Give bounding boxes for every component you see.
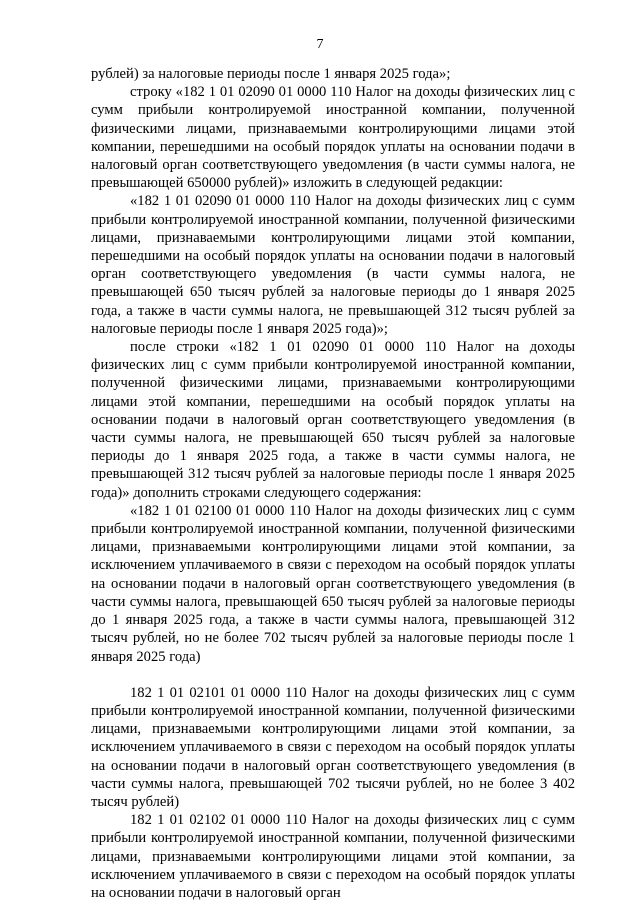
document-body [91,65,575,902]
paragraph-code-02102: 182 1 01 02102 01 0000 110 Налог на доходы физических лиц с сумм прибыли контролируемой иностранной компании, полученной физическими лицами, признаваемыми контролирующими лицами этой компании, за исключением уплачиваемого в связи с переходом на особый порядок уплаты на основании подачи в налоговый орган [91,812,575,901]
paragraph-code-02101: 182 1 01 02101 01 0000 110 Налог на доходы физических лиц с сумм прибыли контролируемой иностранной компании, полученной физическими лицами, признаваемыми контролирующими лицами этой компании, за исключением уплачиваемого в связи с переходом на особый порядок уплаты на основании подачи в налоговый орган соответствующего уведомления (в части суммы налога, превышающей 702 тысячи рублей, но не более 3 402 тысяч рублей) [91,684,575,810]
paragraph-new-wording-02090: «182 1 01 02090 01 0000 110 Налог на доходы физических лиц с сумм прибыли контролируемой иностранной компании, полученной физическими лицами, признаваемыми контролирующими лицами этой компании, перешедшими на особый порядок уплаты на основании подачи в налоговый орган соответствующего уведомления (в части суммы налога, не превышающей 650 тысяч рублей за налоговые периоды до 1 января 2025 года, а также в части суммы налога, не превышающей 312 тысяч рублей за налоговые периоды после 1 января 2025 года)»; [91,193,575,337]
page-number: 7 [316,37,324,52]
paragraph-continuation: рублей) за налоговые периоды после 1 января 2025 года»; [91,66,451,82]
paragraph-code-02100: «182 1 01 02100 01 0000 110 Налог на доходы физических лиц с сумм прибыли контролируемой иностранной компании, полученной физическими лицами, признаваемыми контролирующими лицами этой компании, за исключением уплачиваемого в связи с переходом на особый порядок уплаты на основании подачи в налоговый орган соответствующего уведомления (в части суммы налога, превышающей 650 тысяч рублей за налоговые периоды до 1 января 2025 года, а также в части суммы налога, превышающей 312 тысяч рублей, но не более 702 тысяч рублей за налоговые периоды после 1 января 2025 года) [91,502,575,665]
paragraph-amend-line: строку «182 1 01 02090 01 0000 110 Налог на доходы физических лиц с сумм прибыли контролируемой иностранной компании, полученной физическими лицами, признаваемыми контролирующими лицами этой компании, перешедшими на особый порядок уплаты на основании подачи в налоговый орган соответствующего уведомления (в части суммы налога, не превышающей 650000 рублей)» изложить в следующей редакции: [91,84,575,192]
paragraph-insert-after: после строки «182 1 01 02090 01 0000 110 Налог на доходы физических лиц с сумм прибыли контролируемой иностранной компании, полученной физическими лицами, признаваемыми контролирующими лицами этой компании, перешедшими на особый порядок уплаты на основании подачи в налоговый орган соответствующего уведомления (в части суммы налога, не превышающей 650 тысяч рублей за налоговые периоды до 1 января 2025 года, а также в части суммы налога, не превышающей 312 тысяч рублей за налоговые периоды после 1 января 2025 года)» дополнить строками следующего содержания: [91,339,575,501]
